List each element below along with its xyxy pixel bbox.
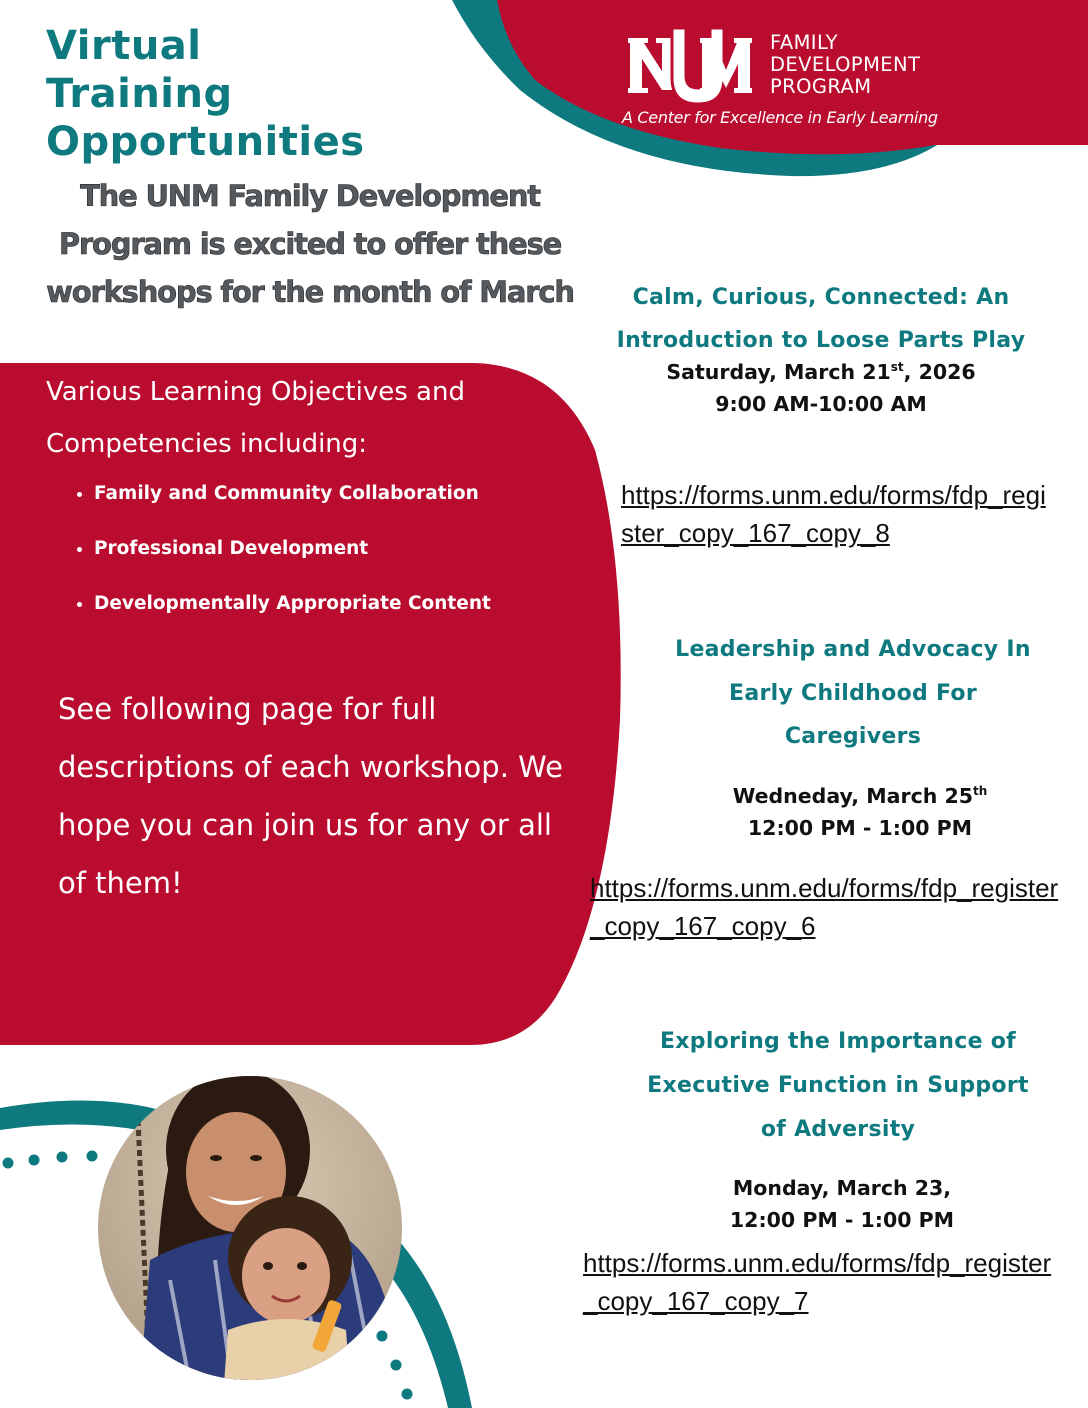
objectives-heading: Various Learning Objectives and Competencies including: (46, 377, 465, 459)
workshop-2-register-link[interactable]: https://forms.unm.edu/forms/fdp_register_copy_167_copy_6 (590, 873, 1059, 941)
workshop-date: Saturday, March 21st, 2026 (666, 360, 976, 384)
title-line-2: Training (46, 71, 233, 117)
unm-logo-icon (628, 26, 752, 106)
workshop-2-datetime (700, 780, 1020, 844)
logo-line-2: DEVELOPMENT (770, 53, 921, 76)
workshop-1 (596, 276, 1046, 420)
workshop-date: Monday, March 23, (732, 1176, 952, 1200)
workshop-time: 9:00 AM-10:00 AM (715, 392, 927, 416)
workshop-3-register-link[interactable]: https://forms.unm.edu/forms/fdp_register_copy_167_copy_7 (583, 1248, 1052, 1316)
unm-fdp-logo (622, 26, 968, 136)
workshop-2 (640, 628, 1066, 759)
workshop-title: Leadership and Advocacy In Early Childhood For Caregivers (675, 637, 1031, 749)
list-item: • Professional Development (94, 527, 491, 582)
logo-line-3: PROGRAM (770, 75, 872, 98)
workshop-time: 12:00 PM - 1:00 PM (729, 1208, 955, 1232)
workshop-3 (620, 1020, 1056, 1152)
title-line-3: Opportunities (46, 119, 365, 165)
teal-arc-left (0, 1100, 160, 1132)
workshop-3-datetime (700, 1172, 984, 1236)
title-line-1: Virtual (46, 23, 202, 69)
list-item: • Developmentally Appropriate Content (94, 582, 491, 637)
logo-tagline: A Center for Excellence in Early Learning (622, 108, 938, 127)
workshop-date: Wedneday, March 25th (732, 784, 988, 808)
workshop-title: Calm, Curious, Connected: An Introduction to Loose Parts Play (616, 285, 1026, 353)
objectives-list (66, 472, 491, 637)
logo-line-1: FAMILY (770, 31, 838, 54)
page-title (46, 22, 365, 166)
see-more-text: See following page for full descriptions of each workshop. We hope you can join us for any or all of them! (58, 692, 563, 900)
list-item: • Family and Community Collaboration (94, 472, 491, 527)
intro-text: The UNM Family Development Program is excited to offer these workshops for the month of March (46, 179, 574, 309)
workshop-time: 12:00 PM - 1:00 PM (747, 816, 973, 840)
logo-wordmark (770, 32, 920, 98)
workshop-1-register-link[interactable]: https://forms.unm.edu/forms/fdp_register_copy_167_copy_8 (621, 480, 1046, 548)
workshop-title: Exploring the Importance of Executive Function in Support of Adversity (647, 1029, 1029, 1142)
